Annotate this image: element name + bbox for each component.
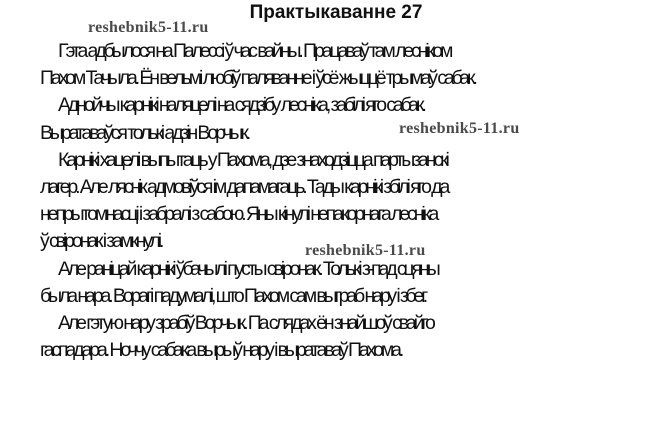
paragraph	[18, 38, 658, 92]
paragraph	[18, 92, 658, 146]
text-line: лагер. Але ляснік адмовіўся ім дапамагаць. Тады карнікі збілі яго да	[40, 176, 448, 199]
exercise-title: Практыкаванне 27	[249, 2, 423, 23]
text-line: Гэта адбылося на Палессі ў час вайны. Працаваў там лесніком	[58, 40, 451, 62]
text-line: Выратаваўся толькі адзін Ворчык.	[40, 121, 249, 144]
paragraph	[18, 147, 658, 256]
text-line: Карнікі хацелі выпытаць у Пахома, дзе знаходзіцца партызанскі	[58, 148, 447, 171]
watermark: reshebnik5-11.ru	[305, 242, 426, 259]
text-line: Пахом Тачыла. Ён вельмі любіў паляванне і ўсё жыццё трымаў сабак.	[40, 67, 475, 90]
text-line: Аднойчы карнікі наляцелі на сядзібу лесніка, забілі яго сабак.	[58, 94, 424, 117]
text-line: непрытомнасці і забралі з сабою. Яны кінулі непакорнага лесніка	[40, 203, 437, 226]
text-line: была нара. Ворагі падумалі, што Пахом сам выграб нару і збег.	[40, 284, 426, 307]
text-line: Але гэтую нару зрабіў Ворчык. Па слядах ён знайшоў свайго	[58, 312, 433, 335]
text-line: гаспадара. Ноччу сабака вырыў нару і выратаваў Пахома.	[40, 339, 402, 362]
text-line: ў свіронак і замкнулі.	[40, 230, 162, 253]
paragraph	[18, 310, 658, 364]
watermark: reshebnik5-11.ru	[399, 120, 520, 137]
exercise-text	[18, 38, 658, 364]
text-line: Але раніцай карнікі ўбачылі пусты свіронак. Толькі з-пад сцяны	[58, 257, 438, 280]
watermark: reshebnik5-11.ru	[88, 19, 209, 36]
paragraph	[18, 256, 658, 310]
